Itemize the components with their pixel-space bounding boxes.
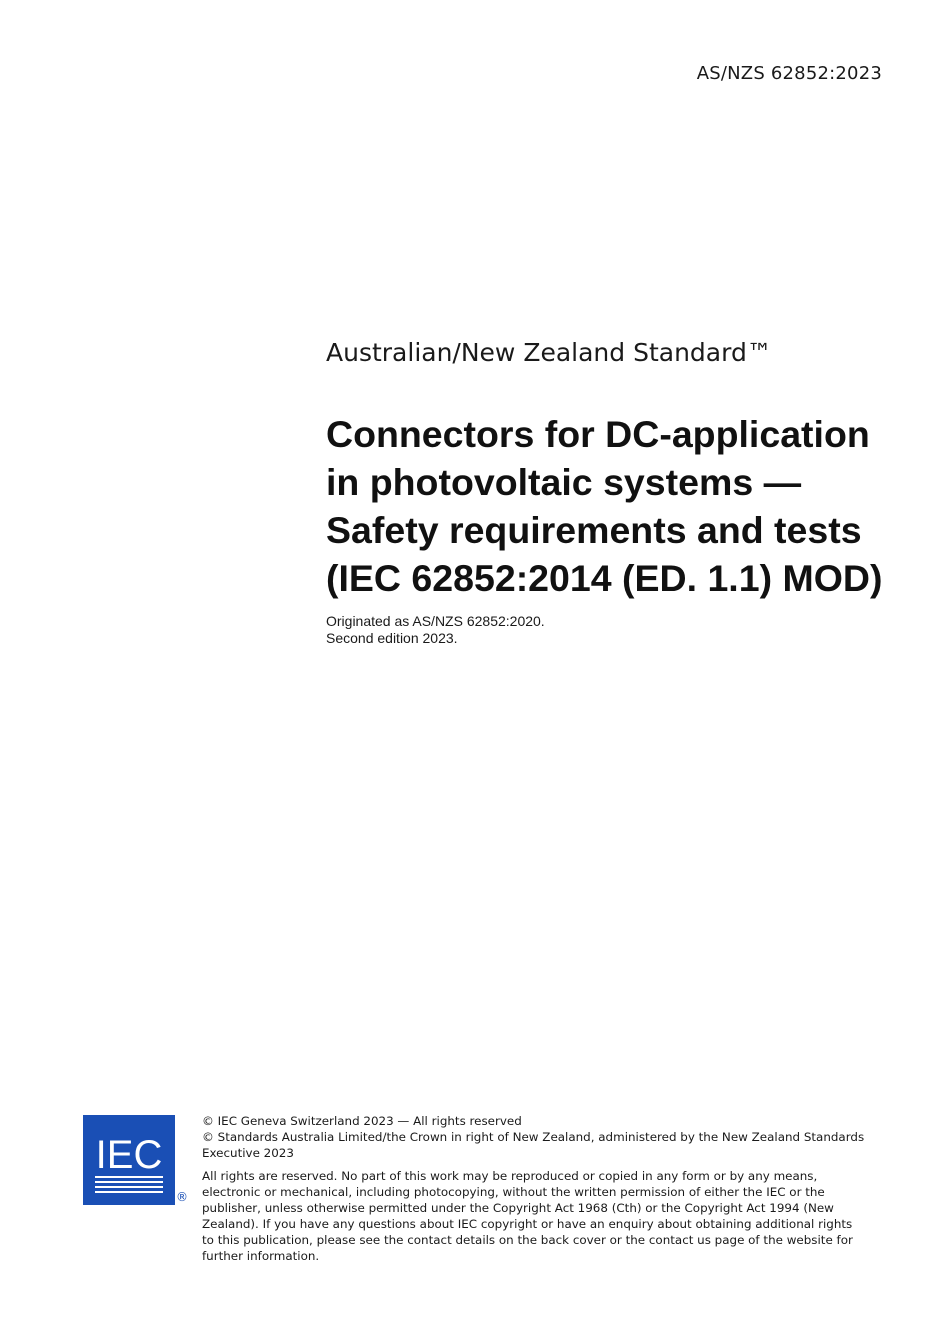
origin-info bbox=[326, 613, 545, 647]
iec-logo-text: IEC bbox=[95, 1133, 163, 1177]
rights-line: to this publication, please see the contact details on the back cover or the contact us page of the website for bbox=[202, 1233, 853, 1247]
iec-logo bbox=[83, 1115, 175, 1205]
standard-type: Australian/New Zealand Standard™ bbox=[326, 338, 772, 367]
title-line: (IEC 62852:2014 (ED. 1.1) MOD) bbox=[326, 557, 883, 599]
document-title bbox=[326, 410, 926, 602]
rights-line: further information. bbox=[202, 1249, 320, 1263]
edition-text: Second edition 2023. bbox=[326, 630, 458, 646]
copyright-line: © IEC Geneva Switzerland 2023 — All rights reserved bbox=[202, 1114, 522, 1128]
document-number: AS/NZS 62852:2023 bbox=[696, 63, 882, 84]
copyright-notice bbox=[202, 1113, 892, 1161]
copyright-line: Executive 2023 bbox=[202, 1146, 294, 1160]
title-line: in photovoltaic systems — bbox=[326, 461, 802, 503]
title-line: Safety requirements and tests bbox=[326, 509, 862, 551]
rights-line: publisher, unless otherwise permitted under the Copyright Act 1968 (Cth) or the Copyright Act 1994 (New bbox=[202, 1201, 834, 1215]
copyright-line: © Standards Australia Limited/the Crown in right of New Zealand, administered by the New Zealand Standards bbox=[202, 1130, 865, 1144]
rights-line: All rights are reserved. No part of this work may be reproduced or copied in any form or by any means, bbox=[202, 1169, 818, 1183]
rights-line: electronic or mechanical, including photocopying, without the written permission of either the IEC or the bbox=[202, 1185, 825, 1199]
registered-mark: ® bbox=[176, 1190, 188, 1204]
originated-text: Originated as AS/NZS 62852:2020. bbox=[326, 613, 545, 629]
title-line: Connectors for DC-application bbox=[326, 413, 870, 455]
legal-notice bbox=[202, 1113, 892, 1264]
rights-notice bbox=[202, 1168, 892, 1264]
rights-line: Zealand). If you have any questions about IEC copyright or have an enquiry about obtaining additional rights bbox=[202, 1217, 853, 1231]
